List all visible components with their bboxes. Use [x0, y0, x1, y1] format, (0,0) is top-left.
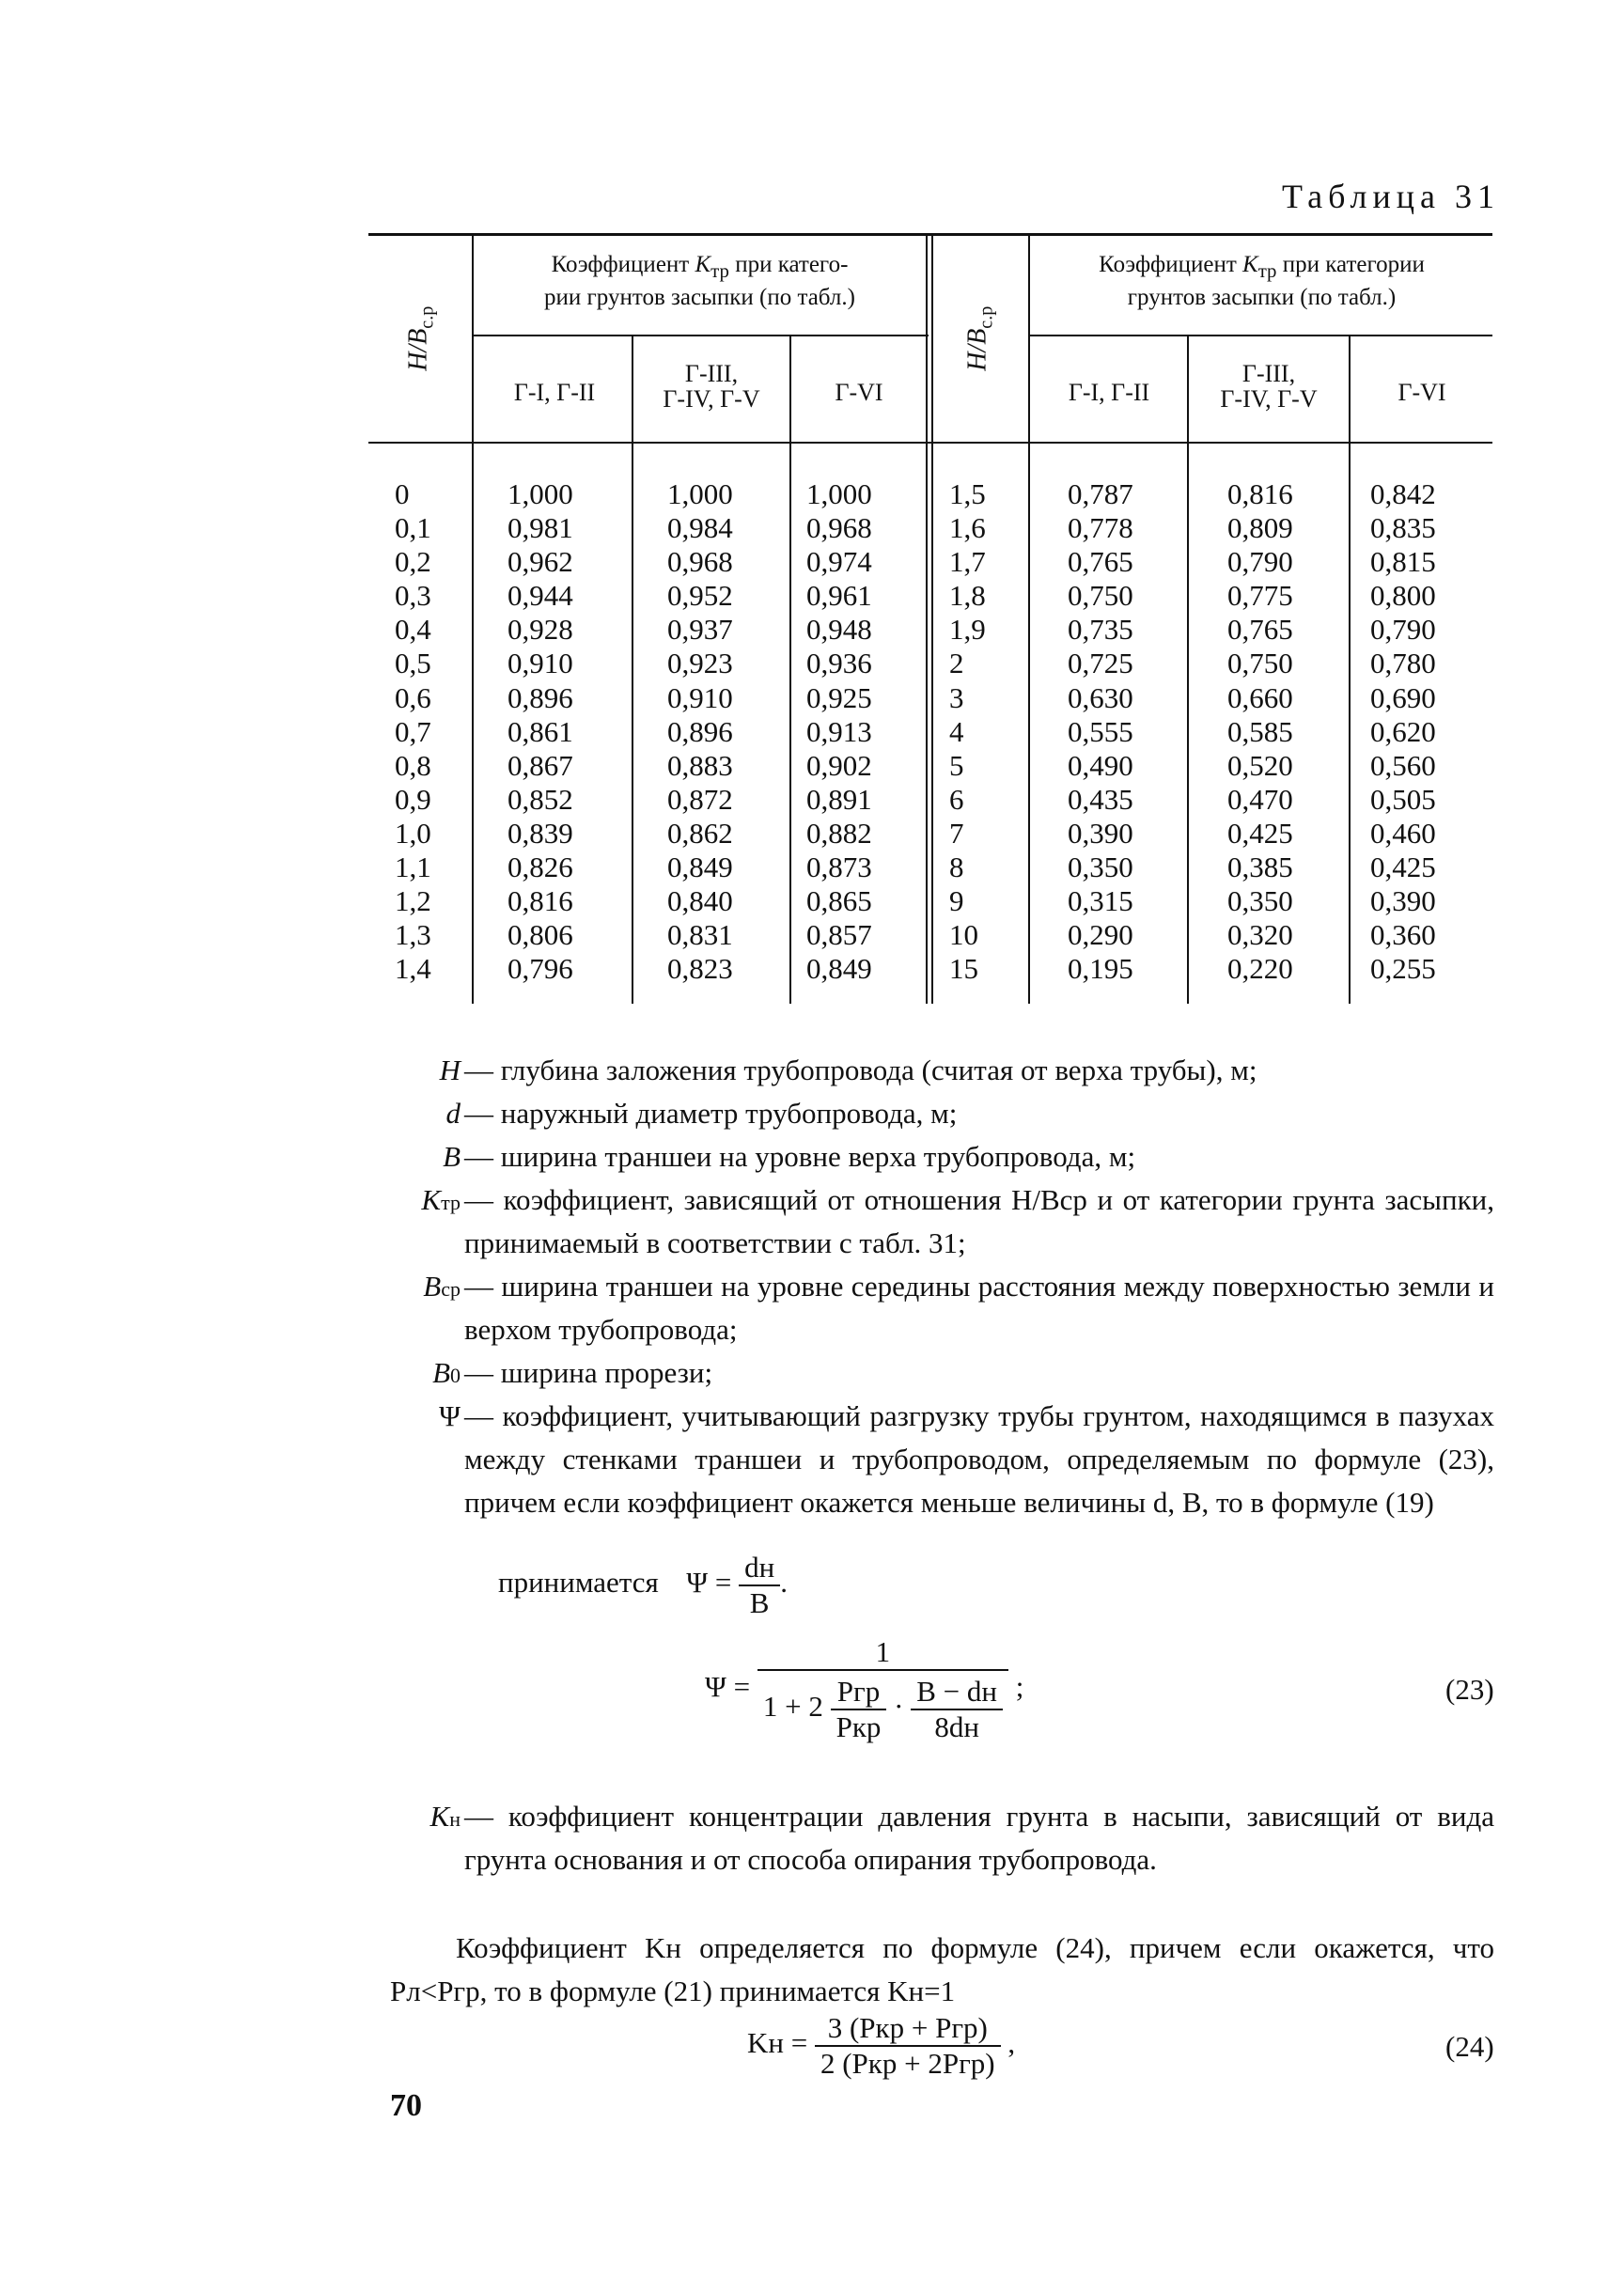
formula-24-den: 2 (Pкр + 2Pгр): [815, 2045, 1001, 2081]
col-g1-left: [508, 477, 573, 986]
table-cell: 1,000: [508, 477, 573, 510]
table-cell: 0,320: [1227, 918, 1293, 952]
table-cell: 0,195: [1068, 952, 1133, 986]
table-cell: 0,928: [508, 613, 573, 647]
table-cell: 0,5: [395, 647, 431, 680]
table-cell: 0,873: [806, 851, 872, 884]
psi-short-den: B: [739, 1584, 780, 1620]
subheader-g1-right: Г-I, Г-II: [1068, 379, 1150, 406]
table-top-rule: [368, 233, 1492, 236]
table-cell: 1,5: [949, 477, 986, 510]
col-g3-right: [1227, 477, 1293, 986]
table-cell: 0,974: [806, 545, 872, 579]
paragraph-kn: Коэффициент Kн определяется по формуле (24), причем если окажется, что Pл<Pгр, то в формуле (21) принимается Kн=1: [390, 1931, 1494, 2007]
table-cell: 8: [949, 851, 964, 884]
table-cell: 0,470: [1227, 782, 1293, 816]
table-cell: 1,0: [395, 816, 431, 850]
table-cell: 0,7: [395, 714, 431, 748]
table-cell: 0,350: [1227, 884, 1293, 918]
table-cell: 10: [949, 918, 978, 952]
def-text-B0: — ширина прорези;: [464, 1356, 713, 1389]
table-cell: 0,1: [395, 511, 431, 545]
psi-short-fraction: [739, 1551, 780, 1620]
table-cell: 0,690: [1370, 680, 1436, 714]
col-divider-double: [931, 235, 933, 1004]
table-cell: 0,2: [395, 545, 431, 579]
table-cell: 0,787: [1068, 477, 1133, 510]
table-cell: 1,9: [949, 613, 986, 647]
left-group-header: Коэффициент $K_{тр}$ при катего- рии грунтов засыпки (по табл.): [544, 252, 855, 311]
table-cell: 0,555: [1068, 714, 1133, 748]
def-text-Bsr: — ширина траншеи на уровне середины расстояния между поверхностью земли и верхом трубопровода;: [464, 1270, 1494, 1346]
accepted-prefix: принимается: [498, 1566, 659, 1600]
table-cell: 0,936: [806, 647, 872, 680]
table-cell: 0,385: [1227, 851, 1293, 884]
col-g3-left: [667, 477, 733, 986]
table-cell: 0,315: [1068, 884, 1133, 918]
table-cell: 1,6: [949, 511, 986, 545]
table-cell: 0,823: [667, 952, 733, 986]
table-cell: 0,861: [508, 714, 573, 748]
def-text-Kn: — коэффициент концентрации давления грунта в насыпи, зависящий от вида грунта основания и от способа опирания трубопровода.: [464, 1800, 1494, 1876]
table-cell: 0,872: [667, 782, 733, 816]
col-divider: [789, 336, 791, 1004]
table-cell: 0,560: [1370, 748, 1436, 782]
table-cell: 1,2: [395, 884, 431, 918]
table-cell: 0,809: [1227, 511, 1293, 545]
def-symbol-d: d: [445, 1097, 461, 1130]
table-cell: 0,952: [667, 579, 733, 613]
def-text-Ktr: — коэффициент, зависящий от отношения H/Bср и от категории грунта засыпки, принимаемый в соответствии с табл. 31;: [464, 1183, 1494, 1259]
table-cell: 0,750: [1068, 579, 1133, 613]
table-cell: 0,796: [508, 952, 573, 986]
table-cell: 0,865: [806, 884, 872, 918]
table-cell: 0,816: [1227, 477, 1293, 510]
table-cell: 0,725: [1068, 647, 1133, 680]
table-cell: 0,425: [1370, 851, 1436, 884]
formula-24: [747, 2011, 1015, 2081]
table-cell: 0,425: [1227, 816, 1293, 850]
def-symbol-Kn: Kн: [429, 1800, 461, 1833]
table-cell: 3: [949, 680, 964, 714]
subheader-g3-left: Г-III, Г-IV, Г-V: [663, 360, 760, 414]
col-ratio-left: [395, 477, 431, 986]
table-cell: 0,460: [1370, 816, 1436, 850]
table-cell: 0,913: [806, 714, 872, 748]
table-cell: 0,505: [1370, 782, 1436, 816]
table-cell: 0,660: [1227, 680, 1293, 714]
table-cell: 2: [949, 647, 964, 680]
table-cell: 0,350: [1068, 851, 1133, 884]
formula-23-fraction: [757, 1635, 1008, 1744]
table-cell: 0,962: [508, 545, 573, 579]
col-divider: [1187, 336, 1189, 1004]
table-cell: 0,750: [1227, 647, 1293, 680]
table-cell: 0,948: [806, 613, 872, 647]
table-cell: 0,8: [395, 748, 431, 782]
table-cell: 0,937: [667, 613, 733, 647]
table-cell: 0,630: [1068, 680, 1133, 714]
formula-23-lhs: Ψ =: [705, 1670, 751, 1704]
right-subheader-rule: [1029, 335, 1492, 336]
table-cell: 0,806: [508, 918, 573, 952]
table-cell: 1,4: [395, 952, 431, 986]
subheader-g6-right: Г-VI: [1398, 379, 1446, 406]
table-cell: 0,925: [806, 680, 872, 714]
table-cell: 7: [949, 816, 964, 850]
col-divider: [472, 235, 474, 1004]
table-cell: 0,961: [806, 579, 872, 613]
page-number: 70: [390, 2088, 422, 2123]
table-cell: 0,765: [1068, 545, 1133, 579]
table-cell: 0,840: [667, 884, 733, 918]
table-cell: 0,585: [1227, 714, 1293, 748]
table-cell: 0,968: [806, 511, 872, 545]
def-symbol-H: H: [439, 1054, 461, 1086]
formula-23-f2-num: B − dн: [916, 1675, 997, 1708]
table-cell: 0,735: [1068, 613, 1133, 647]
table-cell: 0,849: [667, 851, 733, 884]
subheader-g1-left: Г-I, Г-II: [513, 379, 596, 406]
formula-23-tail: ;: [1015, 1670, 1024, 1704]
def-text-psi: — коэффициент, учитывающий разгрузку трубы грунтом, находящимся в пазухах между стенками траншеи и трубопроводом, определяемым по формуле (23), причем если коэффициент окажется меньше величины d, B, то в формуле (19): [464, 1399, 1494, 1519]
table-cell: 1,000: [806, 477, 872, 510]
table-cell: 0,4: [395, 613, 431, 647]
table-cell: 0,867: [508, 748, 573, 782]
right-group-header: Коэффициент $K_{тр}$ при категории грунтов засыпки (по табл.): [1099, 252, 1425, 311]
table-cell: 0,815: [1370, 545, 1436, 579]
table-cell: 0,390: [1068, 816, 1133, 850]
psi-short-lhs: Ψ =: [686, 1566, 732, 1600]
table-cell: 0,390: [1370, 884, 1436, 918]
formula-24-lhs: Kн =: [747, 2026, 808, 2060]
table-cell: 0,839: [508, 816, 573, 850]
formula-24-tail: ,: [1007, 2026, 1016, 2060]
table-cell: 1,1: [395, 851, 431, 884]
table-cell: 0,910: [667, 680, 733, 714]
table-cell: 0,835: [1370, 511, 1436, 545]
table-cell: 0,883: [667, 748, 733, 782]
table-cell: 4: [949, 714, 964, 748]
table-cell: 1,8: [949, 579, 986, 613]
formula-23-label: (23): [1445, 1673, 1494, 1706]
table-cell: 0,981: [508, 511, 573, 545]
table-cell: 0,490: [1068, 748, 1133, 782]
table-cell: 0,902: [806, 748, 872, 782]
def-symbol-Bsr: Bср: [423, 1270, 461, 1303]
formula-23: [705, 1635, 1023, 1744]
table-cell: 0,620: [1370, 714, 1436, 748]
col-divider: [1349, 336, 1351, 1004]
table-cell: 9: [949, 884, 964, 918]
left-subheader-rule: [473, 335, 929, 336]
table-cell: 0,775: [1227, 579, 1293, 613]
table-cell: 0,910: [508, 647, 573, 680]
col-divider: [1028, 235, 1030, 1004]
table-cell: 0,896: [667, 714, 733, 748]
table-cell: 0,984: [667, 511, 733, 545]
table-title: Таблица 31: [1282, 178, 1500, 215]
table-cell: 0,765: [1227, 613, 1293, 647]
formula-23-f1-den: Pкр: [831, 1709, 887, 1744]
subheader-g3-right: Г-III, Г-IV, Г-V: [1220, 360, 1318, 414]
table-cell: 0,831: [667, 918, 733, 952]
psi-accepted-formula: принимается Ψ = $\frac{dн}{B}$ .: [498, 1551, 788, 1619]
formula-23-f2-den: 8dн: [911, 1709, 1003, 1744]
table-cell: 0,3: [395, 579, 431, 613]
col-g6-right: [1370, 477, 1436, 986]
table-cell: 0,923: [667, 647, 733, 680]
table-cell: 1,3: [395, 918, 431, 952]
table-cell: 0: [395, 477, 410, 510]
formula-24-fraction: [815, 2011, 1001, 2081]
def-text-H: — глубина заложения трубопровода (считая от верха трубы), м;: [464, 1054, 1257, 1086]
table-cell: 0,944: [508, 579, 573, 613]
table-cell: 0,520: [1227, 748, 1293, 782]
table-cell: 0,790: [1370, 613, 1436, 647]
def-text-B: — ширина траншеи на уровне верха трубопровода, м;: [464, 1140, 1136, 1173]
def-symbol-B: B: [443, 1140, 461, 1173]
psi-short-num: dн: [744, 1551, 775, 1584]
def-symbol-psi: Ψ: [439, 1399, 461, 1432]
table-cell: 0,826: [508, 851, 573, 884]
def-symbol-B0: B0: [432, 1356, 461, 1389]
subheader-g6-left: Г-VI: [835, 379, 883, 406]
table-cell: 0,852: [508, 782, 573, 816]
table-cell: 0,882: [806, 816, 872, 850]
table-cell: 0,6: [395, 680, 431, 714]
formula-24-label: (24): [1445, 2030, 1494, 2063]
table-cell: 15: [949, 952, 978, 986]
table-cell: 0,857: [806, 918, 872, 952]
row-header-right: $H/B_{с.р}$: [962, 305, 997, 371]
table-cell: 0,290: [1068, 918, 1133, 952]
formula-24-num: 3 (Pкр + Pгр): [827, 2011, 988, 2044]
table-cell: 0,891: [806, 782, 872, 816]
def-text-d: — наружный диаметр трубопровода, м;: [464, 1097, 958, 1130]
formula-23-den: 1 + 2 $\frac{\text{Pгр}}{\text{Pкр}}$ · $\frac{B - dн}{8dн}$: [757, 1669, 1008, 1744]
table-cell: 0,842: [1370, 477, 1436, 510]
formula-23-f1: [831, 1675, 887, 1744]
definition-Kn: [0, 1795, 1624, 1936]
table-cell: 0,816: [508, 884, 573, 918]
table-cell: 6: [949, 782, 964, 816]
col-ratio-right: [949, 477, 986, 986]
formula-23-den-prefix: 1 + 2: [762, 1690, 823, 1724]
table-cell: 0,780: [1370, 647, 1436, 680]
table-cell: 0,790: [1227, 545, 1293, 579]
table-cell: 0,896: [508, 680, 573, 714]
table-cell: 0,435: [1068, 782, 1133, 816]
table-cell: 0,255: [1370, 952, 1436, 986]
formula-23-f2: [911, 1675, 1003, 1744]
col-divider-double: [926, 235, 928, 1004]
formula-23-f1-num: Pгр: [836, 1675, 881, 1708]
def-symbol-Ktr: Kтр: [421, 1183, 461, 1216]
table-cell: 0,778: [1068, 511, 1133, 545]
table-cell: 5: [949, 748, 964, 782]
table-cell: 0,849: [806, 952, 872, 986]
formula-23-num: 1: [875, 1635, 891, 1668]
table-cell: 0,220: [1227, 952, 1293, 986]
table-cell: 0,360: [1370, 918, 1436, 952]
col-g1-right: [1068, 477, 1133, 986]
table-cell: 0,968: [667, 545, 733, 579]
table-cell: 0,800: [1370, 579, 1436, 613]
col-divider: [632, 336, 633, 1004]
table-cell: 0,9: [395, 782, 431, 816]
col-g6-left: [806, 477, 872, 986]
table-cell: 0,862: [667, 816, 733, 850]
row-header-left: $H/B_{с.р}$: [403, 305, 438, 371]
table-cell: 1,7: [949, 545, 986, 579]
header-bottom-rule: [368, 442, 1492, 444]
table-cell: 1,000: [667, 477, 733, 510]
